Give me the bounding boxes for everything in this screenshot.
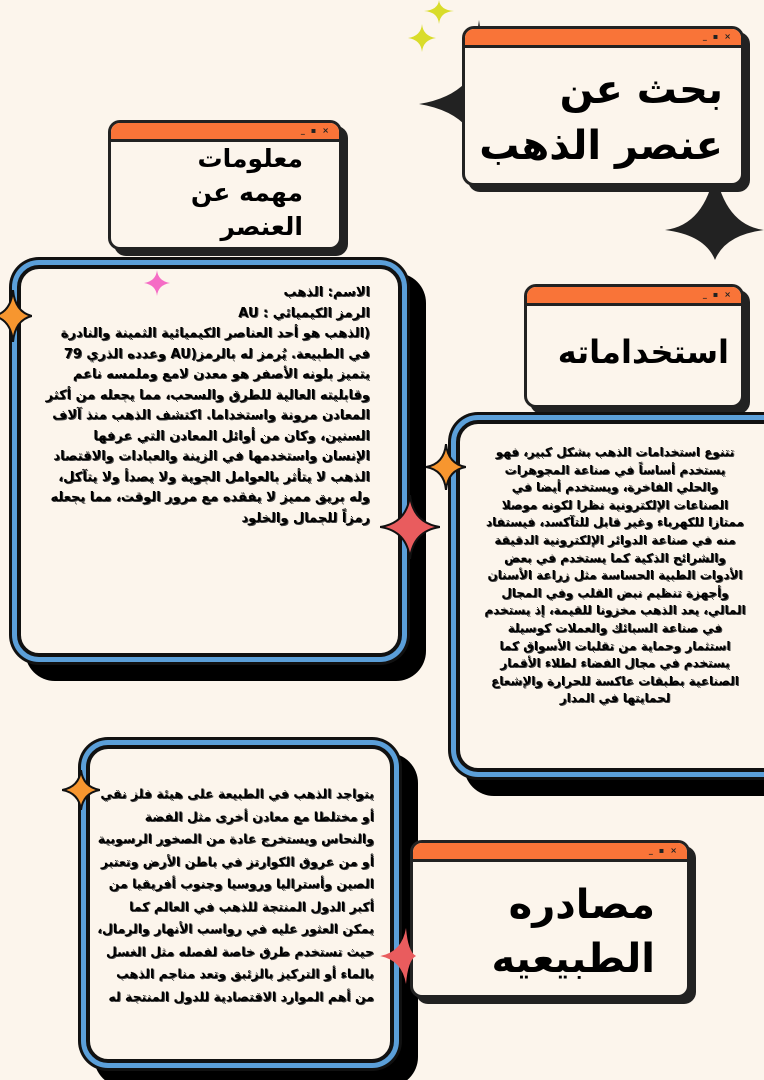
info-title-line1: معلومات bbox=[197, 144, 303, 173]
close-icon[interactable]: × bbox=[724, 32, 731, 41]
uses-panel bbox=[456, 420, 764, 772]
info-title-line2: مهمه عن bbox=[190, 178, 303, 207]
red-sparkle-icon bbox=[380, 495, 440, 559]
orange-sparkle-icon bbox=[426, 444, 466, 490]
maximize-icon[interactable]: ▪ bbox=[658, 846, 665, 855]
close-icon[interactable]: × bbox=[724, 290, 731, 299]
maximize-icon[interactable]: ▪ bbox=[712, 290, 719, 299]
yellow-sparkle-icon bbox=[424, 0, 454, 24]
window-titlebar bbox=[413, 843, 687, 862]
maximize-icon[interactable]: ▪ bbox=[712, 32, 719, 41]
close-icon[interactable]: × bbox=[322, 126, 329, 135]
info-title-window bbox=[108, 120, 342, 250]
close-icon[interactable]: × bbox=[670, 846, 677, 855]
red-sparkle-icon bbox=[380, 928, 416, 984]
window-titlebar bbox=[527, 287, 741, 306]
orange-sparkle-icon bbox=[62, 770, 100, 810]
main-title-line1: بحث عن bbox=[559, 67, 723, 113]
minimize-icon[interactable]: _ bbox=[300, 126, 305, 135]
minimize-icon[interactable]: _ bbox=[702, 290, 707, 299]
sources-panel bbox=[86, 745, 394, 1063]
main-title-line2: عنصر الذهب bbox=[479, 123, 723, 169]
sources-title-line1: مصادره bbox=[508, 882, 655, 928]
sources-description: يتواجد الذهب في الطبيعة على هيئة فلز نقي أو مختلطا مع معادن أخرى مثل الفضة والنحاس ويستخرج عادة من الصخور الرسوبية أو من عروق الكوارتز في باطن الأرض وتعتبر الصين وأستراليا وروسيا وجنوب أفريقيا من أكبر الدول المنتجة للذهب في العالم كما يمكن العثور عليه في رواسب الأنهار والرمال، حيث تستخدم طرق خاصة لفصله مثل الغسل بالماء أو التركيز بالزئبق وتعد مناجم الذهب من أهم الموارد الاقتصادية للدول المنتجة له bbox=[97, 786, 374, 1004]
orange-sparkle-icon bbox=[0, 290, 32, 342]
yellow-sparkle-icon bbox=[408, 24, 436, 52]
window-titlebar bbox=[111, 123, 339, 142]
window-titlebar bbox=[465, 29, 741, 48]
main-title-window bbox=[462, 26, 744, 186]
maximize-icon[interactable]: ▪ bbox=[310, 126, 317, 135]
uses-description: تتنوع استخدامات الذهب بشكل كبير، فهو يستخدم أساساً في صناعة المجوهرات والحلي الفاخرة، ويستخدم أيضا في الصناعات الإلكترونية نظرا لكونه موصلا ممتازا للكهرباء وغير قابل للتآكسد، فيستفاد منه في صناعة الدوائر الإلكترونية الدقيقة والشرائح الذكية كما يستخدم في بعض الأدوات الطبية الحساسة مثل زراعة الأسنان وأجهزة تنظيم نبض القلب وفي المجال المالي، يعد الذهب مخزونا للقيمة، إذ يستخدم في صناعة السبائك والعملات كوسيلة استثمار وحماية من تقلبات الأسواق كما يستخدم في مجال الفضاء لطلاء الأقمار الصناعية بطبقات عاكسة للحرارة والإشعاع لحمايتها في المدار bbox=[484, 445, 746, 706]
sources-title-line2: الطبيعيه bbox=[491, 936, 655, 982]
element-symbol: الرمز الكيميائي : AU bbox=[238, 305, 370, 321]
pink-sparkle-icon bbox=[144, 270, 170, 296]
sources-title-window bbox=[410, 840, 690, 998]
uses-title: استخداماته bbox=[557, 333, 729, 371]
info-description: (الذهب هو أحد العناصر الكيميائية الثمينة والنادرة في الطبيعة. يُرمز له بالرمز(AU وعدده الذري 79 يتميز بلونه الأصفر هو معدن لامع وملمسه ناعم وقابليته العالية للطرق والسحب، مما يجعله من أكثر المعادن مرونة واستخداما. اكتشف الذهب منذ آلاف السنين، وكان من أوائل المعادن التي عرفها الإنسان واستخدمها في الزينة والعبادات والاقتصاد الذهب لا يتأثر بالعوامل الجوية ولا يصدأ ولا يتآكل، وله بريق مميز لا يفقده مع مرور الوقت، مما يجعله رمزاً للجمال والخلود bbox=[45, 326, 370, 526]
element-name: الاسم: الذهب bbox=[283, 285, 370, 300]
minimize-icon[interactable]: _ bbox=[648, 846, 653, 855]
minimize-icon[interactable]: _ bbox=[702, 32, 707, 41]
info-panel bbox=[17, 265, 402, 657]
info-title-line3: العنصر bbox=[220, 212, 303, 241]
uses-title-window bbox=[524, 284, 744, 408]
